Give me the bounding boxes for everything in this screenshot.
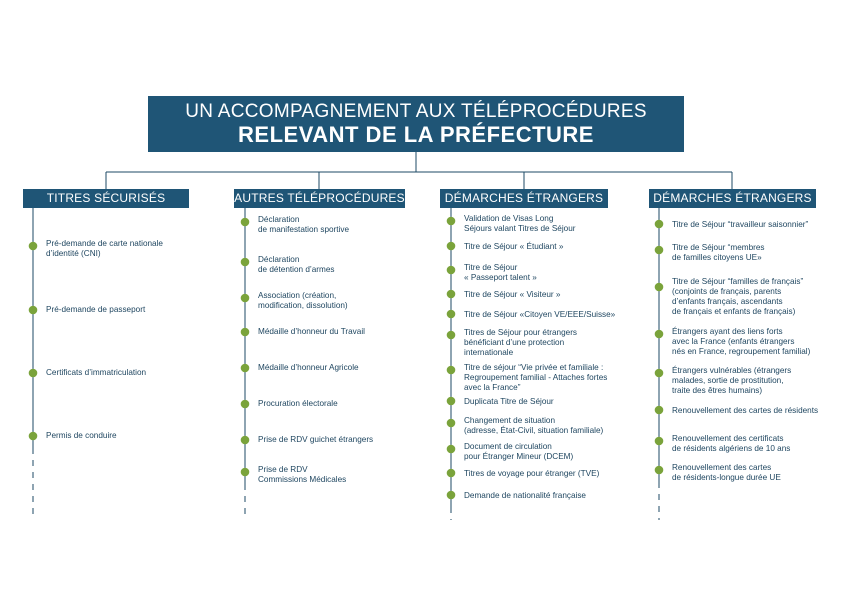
timeline-dot <box>447 366 456 375</box>
timeline-item-label: Titre de Séjour “familles de français” (conjoints de français, parents d’enfants français, ascendants de français et enfants de français) <box>672 277 804 316</box>
timeline-dot <box>447 469 456 478</box>
timeline-item-label: Étrangers vulnérables (étrangers malades, sortie de prostitution, traite des êtres humains) <box>672 366 792 395</box>
timeline-item-label: Duplicata Titre de Séjour <box>464 397 554 406</box>
timeline-dot <box>655 246 664 255</box>
timeline-item-label: Renouvellement des cartes de résidents-longue durée UE <box>672 463 781 482</box>
timeline-item-label: Médaille d’honneur Agricole <box>258 363 359 372</box>
timeline-dot <box>447 445 456 454</box>
timeline-item-label: Pré-demande de passeport <box>46 305 146 314</box>
timeline-item-label: Déclaration de détention d’armes <box>258 255 335 274</box>
timeline-item-label: Déclaration de manifestation sportive <box>258 215 350 234</box>
timeline-item-label: Titre de Séjour « Étudiant » <box>464 242 564 251</box>
timeline-dot <box>655 466 664 475</box>
timeline-dot <box>655 437 664 446</box>
timeline-dot <box>241 294 250 303</box>
column-header-demarches-etrangers-2: DÉMARCHES ÉTRANGERS <box>649 189 816 208</box>
timeline-item-label: Certificats d’immatriculation <box>46 368 147 377</box>
timeline-dot <box>655 406 664 415</box>
timeline-dot <box>29 432 38 441</box>
timeline-item-label: Pré-demande de carte nationale d’identité (CNI) <box>46 239 163 258</box>
timeline-item-label: Médaille d’honneur du Travail <box>258 327 365 336</box>
timeline-dot <box>447 491 456 500</box>
timeline-item-label: Validation de Visas Long Séjours valant Titres de Séjour <box>464 214 576 233</box>
timeline-item-label: Titre de Séjour “membres de familles citoyens UE» <box>672 243 765 262</box>
timeline-item-label: Demande de nationalité française <box>464 491 586 500</box>
timeline-item-label: Étrangers ayant des liens forts avec la France (enfants étrangers nés en France, regroupement familial) <box>672 327 811 356</box>
timeline-dot <box>241 364 250 373</box>
timeline-dot <box>241 258 250 267</box>
timeline-dot <box>447 419 456 428</box>
timeline-dot <box>241 436 250 445</box>
timeline-item-label: Titres de Séjour pour étrangers bénéficiant d’une protection internationale <box>464 328 578 357</box>
timeline-item-label: Titre de séjour “Vie privée et familiale : Regroupement familial - Attaches fortes avec la France” <box>464 363 608 392</box>
title-line-2: RELEVANT DE LA PRÉFECTURE <box>238 122 594 147</box>
column-header-demarches-etrangers-1: DÉMARCHES ÉTRANGERS <box>440 189 608 208</box>
timeline-dot <box>241 400 250 409</box>
timeline-dot <box>29 242 38 251</box>
main-title-box <box>148 96 684 152</box>
timeline-item-label: Renouvellement des cartes de résidents <box>672 406 819 415</box>
title-line-1: UN ACCOMPAGNEMENT AUX TÉLÉPROCÉDURES <box>185 101 647 122</box>
timeline-dot <box>241 468 250 477</box>
timeline-dot <box>447 290 456 299</box>
timeline-dot <box>241 328 250 337</box>
column-header-autres-teleprocedures: AUTRES TÉLÉPROCÉDURES <box>234 189 405 208</box>
timeline-item-label: Titre de Séjour « Visiteur » <box>464 290 561 299</box>
timeline-dot <box>447 242 456 251</box>
timeline-item-label: Titres de voyage pour étranger (TVE) <box>464 469 600 478</box>
timeline-dot <box>655 220 664 229</box>
timeline-item-label: Titre de Séjour «Citoyen VE/EEE/Suisse» <box>464 310 616 319</box>
timeline-item-label: Document de circulation pour Étranger Mineur (DCEM) <box>464 442 574 461</box>
timeline-dot <box>655 369 664 378</box>
timeline-item-label: Prise de RDV guichet étrangers <box>258 435 374 444</box>
timeline-item-label: Changement de situation (adresse, État-Civil, situation familiale) <box>464 416 604 435</box>
timeline-dot <box>655 283 664 292</box>
timeline-item-label: Renouvellement des certificats de résidents algériens de 10 ans <box>672 434 791 453</box>
timeline-item-label: Titre de Séjour “travailleur saisonnier” <box>672 220 809 229</box>
timeline-dot <box>447 217 456 226</box>
timeline-dot <box>29 369 38 378</box>
timeline-item-label: Permis de conduire <box>46 431 117 440</box>
timeline-dot <box>447 266 456 275</box>
timeline-item-label: Procuration électorale <box>258 399 338 408</box>
timeline-dot <box>447 331 456 340</box>
timeline-item-label: Association (création, modification, dissolution) <box>258 291 348 310</box>
timeline-item-label: Prise de RDV Commissions Médicales <box>258 465 347 484</box>
column-header-titres-securises: TITRES SÉCURISÉS <box>23 189 189 208</box>
timeline-dot <box>447 397 456 406</box>
timeline-dot <box>241 218 250 227</box>
timeline-dot <box>655 330 664 339</box>
timeline-item-label: Titre de Séjour « Passeport talent » <box>464 263 537 282</box>
timeline-dot <box>29 306 38 315</box>
timeline-dot <box>447 310 456 319</box>
